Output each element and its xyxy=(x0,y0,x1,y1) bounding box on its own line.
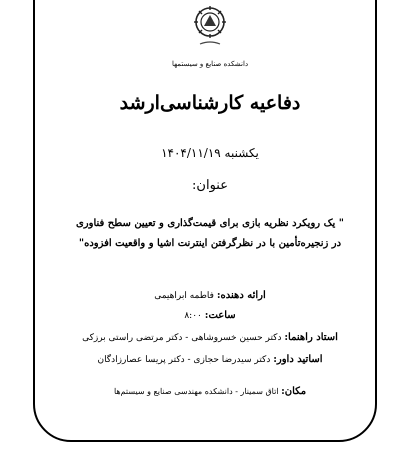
thesis-topic-line-2: در زنجیره‌تأمین با در نظرگرفتن اینترنت اشیا و واقعیت افزوده" xyxy=(78,238,342,249)
thesis-topic xyxy=(0,214,420,254)
advisors-row xyxy=(0,332,420,343)
place-label: مکان: xyxy=(281,386,307,397)
place-row xyxy=(0,386,420,397)
defense-date: یکشنبه ۱۴۰۴/۱۱/۱۹ xyxy=(161,146,259,160)
presenter-row xyxy=(0,290,420,301)
presenter-label: ارائه دهنده: xyxy=(216,290,266,301)
referees-label: اساتید داور: xyxy=(273,354,323,365)
referees-names: دکتر سیدرضا حجازی - دکتر پریسا عصارزادگان xyxy=(97,355,271,365)
subject-label: عنوان: xyxy=(192,178,228,193)
advisors-names: دکتر حسین خسروشاهی - دکتر مرتضی راستی برزکی xyxy=(82,333,282,343)
faculty-name: دانشکده صنایع و سیستمها xyxy=(171,60,249,68)
place-value: اتاق سمینار - دانشکده مهندسی صنایع و سیستم‌ها xyxy=(113,387,279,396)
time-label: ساعت: xyxy=(204,310,236,321)
time-value: ۸:۰۰ xyxy=(184,311,202,321)
time-row xyxy=(0,310,420,321)
presenter-name: فاطمه ابراهیمی xyxy=(154,291,214,301)
referees-row xyxy=(0,354,420,365)
advisors-label: استاد راهنما: xyxy=(284,332,338,343)
thesis-topic-line-1: " یک رویکرد نظریه بازی برای قیمت‌گذاری و تعیین سطح فناوری xyxy=(75,218,345,229)
university-logo-icon xyxy=(180,2,240,54)
page-title: دفاعیه کارشناسی‌ارشد xyxy=(119,92,301,114)
